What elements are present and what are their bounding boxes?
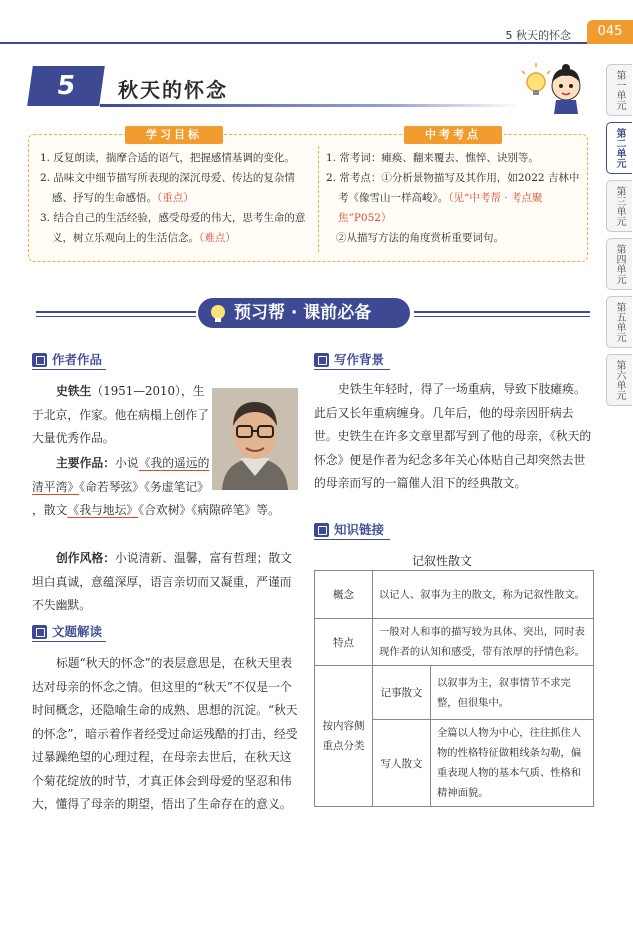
- unit-tabs: [606, 64, 633, 412]
- section-rule-left-thin: [36, 316, 196, 317]
- event-prose-label: 记事散文: [373, 666, 431, 720]
- learning-goals-list: [40, 148, 312, 248]
- table-row: [315, 666, 594, 720]
- row-label-feature: 特点: [315, 619, 373, 666]
- author-works-cont: ，散文《我与地坛》《合欢树》《病隙碎笔》等。: [32, 503, 280, 517]
- section-rule-right-thin: [414, 316, 590, 317]
- table-row: [315, 619, 594, 666]
- author-bio: 史铁生（1951—2010），生于北京，作家。他在病榻上创作了大量优秀作品。: [32, 384, 209, 445]
- lesson-title: 秋天的怀念: [118, 78, 228, 102]
- section-title: 预习帮 · 课前必备: [198, 298, 410, 328]
- background-text: 史铁生年轻时，得了一场重病，导致下肢瘫痪。此后又长年重病缠身。几年后，他的母亲因肝病去世。史铁生在许多文章里都写到了他的母亲，《秋天的怀念》便是作者为纪念多年关心体贴自己却突然去世的母亲而写的一篇催人泪下的经典散文。: [314, 382, 592, 490]
- section-rule-left: [36, 311, 196, 313]
- exam-item: 1. 常考词：瘫痪、翻来覆去、憔悴、诀别等。: [326, 152, 539, 164]
- author-works: 主要作品：小说《我的遥远的清平湾》《命若琴弦》《务虚笔记》: [32, 456, 210, 494]
- knowledge-heading: 知识链接: [314, 522, 390, 540]
- learning-goals-tag: 学习目标: [125, 126, 223, 144]
- lesson-number: 5: [27, 66, 105, 106]
- narrative-prose-table: [314, 570, 594, 807]
- author-heading: 作者作品: [32, 352, 106, 370]
- pen-icon: [314, 353, 329, 367]
- person-prose-label: 写人散文: [373, 720, 431, 807]
- goal-item: 2. 品味文中细节描写所表现的深沉母爱、传达的复杂情感、抒写的生命感悟。（重点）: [40, 172, 295, 204]
- table-row: [315, 571, 594, 619]
- person-prose-cell: 全篇以人物为中心，往往抓住人物的性格特征做粗线条勾勒，偏重表现人物的基本气质、性格和精神面貌。: [431, 720, 594, 807]
- exam-item: 2. 常考点：①分析景物描写及其作用，如2022 吉林中考《像雪山一样高峻》。（见“中考帮 · 考点聚焦”P052）: [326, 172, 580, 224]
- running-header: 5 秋天的怀念: [505, 29, 571, 42]
- tab-unit-6[interactable]: 第六单元: [606, 354, 632, 406]
- author-style: 创作风格：小说清新、温馨，富有哲理；散文坦白真诚，意蕴深厚，语言亲切而又凝重，严谨而不失幽默。: [32, 551, 292, 612]
- book-icon: [32, 353, 47, 367]
- link-icon: [314, 523, 329, 537]
- header-bar: [0, 22, 590, 44]
- event-prose-cell: 以叙事为主，叙事情节不求完整，但很集中。: [431, 666, 594, 720]
- feature-cell: 一般对人和事的描写较为具体、突出，同时表现作者的认知和感受，带有浓厚的抒情色彩。: [373, 619, 594, 666]
- lightbulb-icon: [207, 303, 229, 323]
- title-underline: [100, 104, 520, 107]
- title-reading-heading: 文题解读: [32, 624, 106, 642]
- title-reading-text: 标题“秋天的怀念”的表层意思是，在秋天里表达对母亲的怀念之情。但这里的“秋天”不仅是一个时间概念，还隐喻生命的成熟、思想的沉淀。“秋天的怀念”，暗示着作者经受过命运残酷的打击，经受过暴躁绝望的心理过程，在母亲去世后，在秋天这个菊花绽放的时节，才真正体会到母爱的坚忍和伟大，懂得了母亲的期望，悟出了生命存在的意义。: [32, 656, 298, 811]
- concept-cell: 以记人、叙事为主的散文，称为记叙性散文。: [373, 571, 594, 619]
- exam-item: ②从描写方法的角度赏析重要词句。: [336, 232, 504, 244]
- row-label-concept: 概念: [315, 571, 373, 619]
- tab-unit-2[interactable]: 第二单元: [606, 122, 632, 174]
- section-rule-right: [414, 311, 590, 313]
- exam-points-tag: 中考考点: [404, 126, 502, 144]
- exam-points-list: [326, 148, 581, 248]
- table-title: 记叙性散文: [412, 554, 473, 568]
- goal-item: 3. 结合自己的生活经验，感受母爱的伟大，思考生命的意义，树立乐观向上的生活信念。（难点）: [40, 212, 306, 244]
- goal-item: 1. 反复朗读，揣摩合适的语气，把握感情基调的变化。: [40, 152, 295, 164]
- tab-unit-4[interactable]: 第四单元: [606, 238, 632, 290]
- goals-divider: [318, 146, 319, 252]
- background-heading: 写作背景: [314, 352, 390, 370]
- mascot-icon: [520, 62, 586, 114]
- tab-unit-3[interactable]: 第三单元: [606, 180, 632, 232]
- book-icon: [32, 625, 47, 639]
- row-label-classification: 按内容侧重点分类: [315, 666, 373, 807]
- page-number: 045: [587, 20, 633, 44]
- author-photo: [212, 388, 298, 490]
- tab-unit-5[interactable]: 第五单元: [606, 296, 632, 348]
- tab-unit-1[interactable]: 第一单元: [606, 64, 632, 116]
